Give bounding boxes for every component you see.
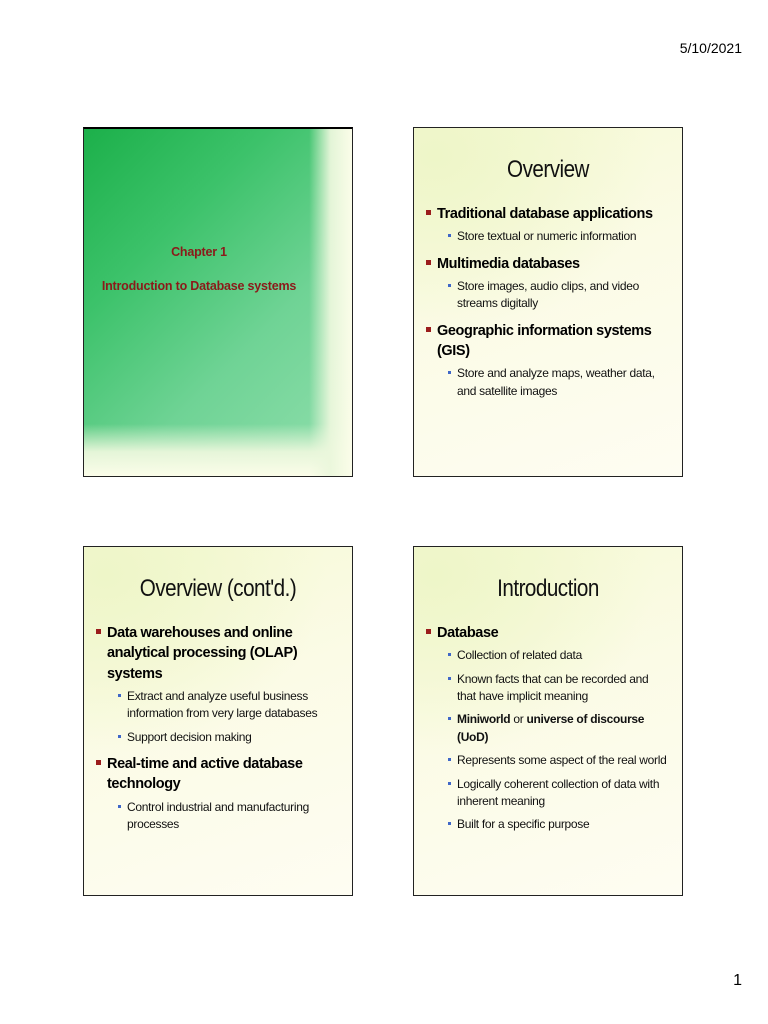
small-square-bullet-icon [448,371,451,374]
small-square-bullet-icon [448,822,451,825]
square-bullet-icon [426,210,431,215]
slide-overview-contd [83,546,353,896]
sub-list-item [448,647,668,664]
sub-list-item [118,729,338,746]
small-square-bullet-icon [448,677,451,680]
square-bullet-icon [426,327,431,332]
sub-bullet-text: Support decision making [127,729,252,744]
small-square-bullet-icon [448,653,451,656]
chapter-title-block [84,245,314,293]
page-number: 1 [733,972,742,989]
slide-title: Overview [507,156,589,183]
bullet-list [84,623,352,833]
term-uod: universe of discourse (UoD) [457,712,645,744]
bullet-list [414,623,682,834]
chapter-number: Chapter 1 [171,245,227,259]
sub-bullet-text: Built for a specific purpose [457,817,590,832]
bullet-heading: Real-time and active database technology [107,756,303,793]
connector-text: or [510,712,527,727]
sub-bullet-text: Control industrial and manufacturing processes [127,799,309,832]
sub-bullet-list [437,278,668,313]
small-square-bullet-icon [448,758,451,761]
slide-title: Introduction [497,575,599,602]
slide-title-chapter [83,127,353,477]
sub-bullet-text: Logically coherent collection of data with inherent meaning [457,776,660,809]
bullet-heading: Traditional database applications [437,206,653,222]
square-bullet-icon [426,260,431,265]
sub-list-item [448,671,668,706]
slide-introduction [413,546,683,896]
small-square-bullet-icon [118,805,121,808]
list-item [96,754,338,833]
term-miniworld: Miniworld [457,712,511,727]
sub-list-item [118,799,338,834]
small-square-bullet-icon [448,717,451,720]
sub-bullet-list [107,799,338,834]
sub-bullet-list [437,365,668,400]
sub-bullet-text: Store textual or numeric information [457,229,637,244]
sub-list-item [118,688,338,723]
square-bullet-icon [426,629,431,634]
print-date: 5/10/2021 [679,40,742,56]
sub-bullet-list [107,688,338,746]
list-item [96,623,338,746]
small-square-bullet-icon [448,234,451,237]
sub-list-item [448,711,668,746]
sub-bullet-text: Collection of related data [457,648,582,663]
list-item [426,321,668,400]
sub-bullet-text: Store and analyze maps, weather data, and satellite images [457,366,655,398]
sub-bullet-list [437,228,668,245]
bullet-heading: Data warehouses and online analytical processing (OLAP) systems [107,625,298,682]
slide-overview [413,127,683,477]
bullet-list [414,204,682,400]
list-item [426,623,668,834]
small-square-bullet-icon [118,735,121,738]
small-square-bullet-icon [448,782,451,785]
sub-bullet-list [437,647,668,834]
sub-bullet-text: Known facts that can be recorded and that have implicit meaning [457,671,649,704]
sub-list-item [448,776,668,811]
bullet-heading: Geographic information systems (GIS) [437,322,652,360]
chapter-name: Introduction to Database systems [101,279,297,293]
square-bullet-icon [96,629,101,634]
bullet-heading: Multimedia databases [437,255,580,272]
sub-bullet-text: Represents some aspect of the real world [457,753,667,768]
list-item [426,254,668,313]
square-bullet-icon [96,760,101,765]
sub-bullet-text: Extract and analyze useful business information from very large databases [127,688,318,721]
small-square-bullet-icon [448,284,451,287]
list-item [426,204,668,246]
sub-list-item [448,816,668,833]
sub-list-item [448,752,668,769]
sub-list-item [448,365,668,400]
sub-bullet-text: Store images, audio clips, and video streams digitally [457,278,639,311]
sub-list-item [448,278,668,313]
sub-list-item [448,228,668,245]
slide-title: Overview (cont'd.) [139,575,297,602]
bullet-heading: Database [437,625,499,641]
small-square-bullet-icon [118,694,121,697]
